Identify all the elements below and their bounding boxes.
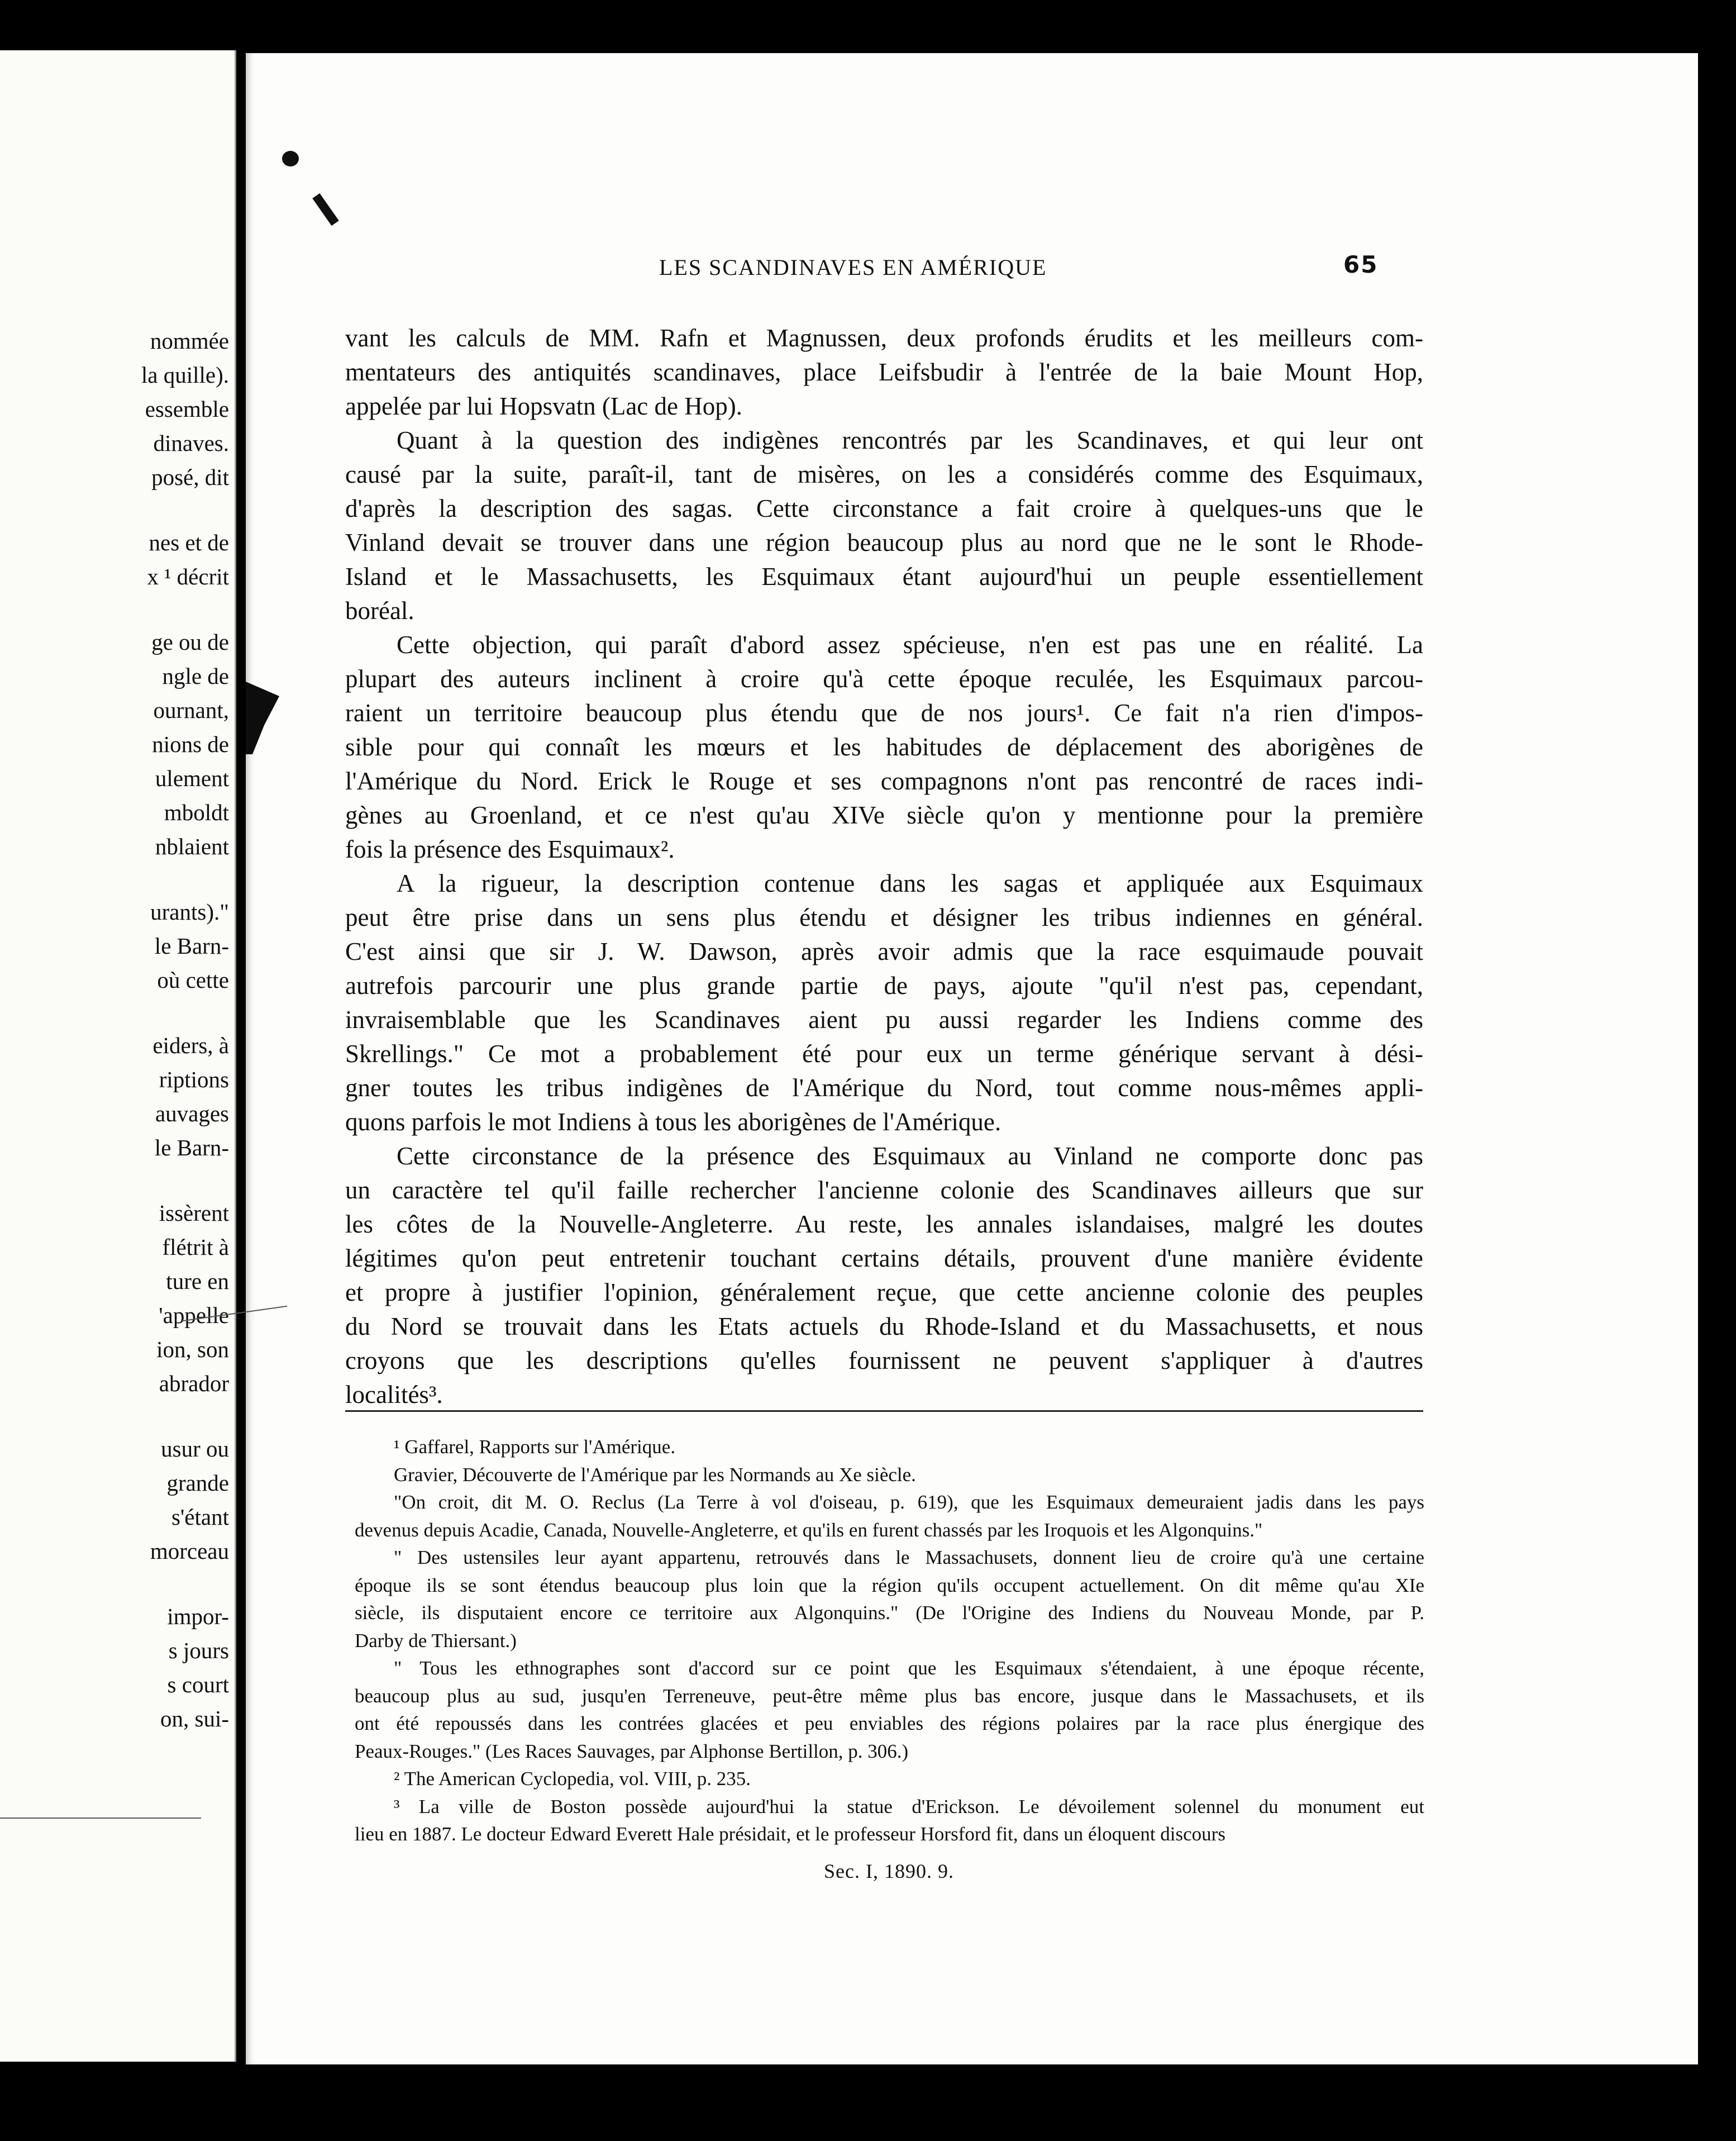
footnote-line: ² The American Cyclopedia, vol. VIII, p. 235. [394,1768,751,1790]
body-line: A la rigueur, la description contenue dans les sagas et appliquée aux Esquimaux [397,869,1423,897]
body-line: gènes au Groenland, et ce n'est qu'au XIVe siècle qu'on y mentionne pour la première [345,801,1423,829]
facing-page-line [0,1401,229,1432]
body-line: du Nord se trouvait dans les Etats actuels du Rhode-Island et du Massachusetts, et nous [345,1312,1423,1340]
body-line: plupart des auteurs inclinent à croire qu'à cette époque reculée, les Esquimaux parcou- [345,665,1423,693]
body-line: raient un territoire beaucoup plus étendu que de nos jours¹. Ce fait n'a rien d'impos- [345,699,1423,727]
body-line: appelée par lui Hopsvatn (Lac de Hop). [345,392,742,420]
facing-page-line: on, sui- [160,1706,229,1731]
facing-page-line [0,494,229,526]
body-line: croyons que les descriptions qu'elles fournissent ne peuvent s'appliquer à d'autres [345,1347,1423,1374]
body-line: légitimes qu'on peut entretenir touchant certains détails, prouvent d'une manière évidente [345,1244,1423,1272]
facing-page-line [0,594,229,625]
facing-page-line: mboldt [164,800,229,825]
facing-page-line: ngle de [162,663,229,689]
footnote-line: époque ils se sont étendus beaucoup plus loin que la région qu'ils occupent actuellement. On dit même qu'au XIe [355,1574,1424,1596]
footnote-line: siècle, ils disputaient encore ce territoire aux Algonquins." (De l'Origine des Indiens du Nouveau Monde, par P. [355,1602,1424,1624]
body-line: quons parfois le mot Indiens à tous les aborigènes de l'Amérique. [345,1108,1001,1136]
facing-page-line: urants)." [150,899,229,925]
facing-page-line [0,1568,229,1600]
body-line: causé par la suite, paraît-il, tant de misères, on les a considérés comme des Esquimaux, [345,460,1423,488]
facing-page-footnote-rule [0,1818,201,1819]
facing-page-line: le Barn- [154,1135,229,1160]
body-line: l'Amérique du Nord. Erick le Rouge et ses compagnons n'ont pas rencontré de races indi- [345,767,1423,795]
footnote-line: ³ La ville de Boston possède aujourd'hui la statue d'Erickson. Le dévoilement solennel du monument eut [394,1795,1424,1818]
footnote-line: ont été repoussés dans les contrées glacées et peu enviables des régions polaires par la race plus énergique des [355,1712,1424,1734]
facing-page-line [0,997,229,1029]
body-line: sible pour qui connaît les mœurs et les habitudes de déplacement des aborigènes de [345,733,1423,761]
facing-page-line: posé, dit [151,464,229,490]
running-head-title: LES SCANDINAVES EN AMÉRIQUE [659,255,1047,280]
body-line: boréal. [345,597,414,625]
body-line: invraisemblable que les Scandinaves aient pu aussi regarder les Indiens comme des [345,1006,1423,1034]
footnote-line: " Tous les ethnographes sont d'accord sur ce point que les Esquimaux s'étendaient, à une époque récente, [394,1657,1424,1679]
facing-page-text [0,324,229,1736]
facing-page-line: nes et de [149,530,229,555]
facing-page-line: dinaves. [153,430,229,456]
footnote-line: devenus depuis Acadie, Canada, Nouvelle-Angleterre, et qu'ils en furent chassés par les Iroquois et les Algonquins." [355,1519,1263,1541]
body-line: localités³. [345,1381,443,1409]
footnote-line: ¹ Gaffarel, Rapports sur l'Amérique. [394,1436,676,1458]
footnote-line: "On croit, dit M. O. Reclus (La Terre à vol d'oiseau, p. 619), que les Esquimaux demeuraient jadis dans les pays [394,1491,1424,1513]
body-line: peut être prise dans un sens plus étendu et désigner les tribus indiennes en général. [345,903,1423,931]
body-line: Vinland devait se trouver dans une région beaucoup plus au nord que ne le sont le Rhode- [345,529,1423,556]
body-line: mentateurs des antiquités scandinaves, place Leifsbudir à l'entrée de la baie Mount Hop, [345,358,1423,386]
footnote-line: Peaux-Rouges." (Les Races Sauvages, par Alphonse Bertillon, p. 306.) [355,1740,909,1762]
facing-page-line [0,1165,229,1196]
facing-page [0,50,236,2062]
facing-page-line: ture en [166,1268,229,1294]
facing-page-line: x ¹ décrit [147,564,229,589]
ink-smudge [282,151,299,166]
body-line: Cette circonstance de la présence des Esquimaux au Vinland ne comporte donc pas [397,1142,1423,1170]
facing-page-line: où cette [157,967,229,993]
body-line: et propre à justifier l'opinion, généralement reçue, que cette ancienne colonie des peuples [345,1278,1423,1306]
body-line: Island et le Massachusetts, les Esquimaux étant aujourd'hui un peuple essentiellement [345,563,1423,591]
facing-page-line: usur ou [161,1436,229,1462]
facing-page-line: morceau [150,1538,229,1564]
facing-page-line: la quille). [141,362,229,388]
facing-page-line: grande [166,1470,229,1496]
facing-page-line: ulement [155,765,229,791]
body-line: fois la présence des Esquimaux². [345,835,675,863]
body-line: C'est ainsi que sir J. W. Dawson, après avoir admis que la race esquimaude pouvait [345,938,1423,965]
facing-page-line: le Barn- [154,933,229,959]
facing-page-line: nions de [152,731,229,757]
facing-page-line: ge ou de [151,629,229,655]
facing-page-line: nommée [150,328,229,354]
body-line: Cette objection, qui paraît d'abord assez spécieuse, n'en est pas une en réalité. La [397,631,1423,659]
facing-page-line: abrador [159,1371,229,1396]
body-line: vant les calculs de MM. Rafn et Magnussen, deux profonds érudits et les meilleurs com- [345,324,1423,352]
page-number: 65 [1343,251,1379,278]
body-line: d'après la description des sagas. Cette circonstance a fait croire à quelques-uns que le [345,494,1423,522]
facing-page-line: s'étant [171,1504,229,1530]
facing-page-line: ion, son [156,1336,229,1362]
footnote-rule [345,1410,1423,1412]
facing-page-line: nblaient [155,834,229,859]
facing-page-line: essemble [145,396,229,422]
printer-signature: Sec. I, 1890. 9. [824,1860,954,1882]
body-line: gner toutes les tribus indigènes de l'Amérique du Nord, tout comme nous-mêmes appli- [345,1074,1423,1102]
footnote-line: Darby de Thiersant.) [355,1629,517,1652]
footnotes [355,1433,1424,1848]
footnote-line: beaucoup plus au sud, jusqu'en Terreneuve, peut-être même plus bas encore, jusque dans le Massachusets, et ils [355,1685,1424,1707]
body-line: autrefois parcourir une plus grande partie de pays, ajoute "qu'il n'est pas, cependant, [345,972,1423,1000]
facing-page-line: auvages [155,1101,229,1126]
footnote-line: Gravier, Découverte de l'Amérique par les Normands au Xe siècle. [394,1463,916,1486]
body-line: les côtes de la Nouvelle-Angleterre. Au reste, les annales islandaises, malgré les doutes [345,1210,1423,1238]
facing-page-line [0,864,229,895]
body-line: Skrellings." Ce mot a probablement été pour eux un terme générique servant à dési- [345,1040,1423,1068]
facing-page-line: s jours [168,1638,229,1663]
facing-page-line: impor- [167,1604,229,1629]
body-line: Quant à la question des indigènes rencontrés par les Scandinaves, et qui leur ont [397,426,1423,454]
facing-page-line: issèrent [159,1200,229,1226]
body-text [345,321,1423,1412]
facing-page-line: 'appelle [159,1302,229,1328]
facing-page-line: s court [167,1672,229,1697]
facing-page-line: ournant, [153,697,229,723]
facing-page-line: flétrit à [162,1234,229,1260]
body-line: un caractère tel qu'il faille rechercher l'ancienne colonie des Scandinaves ailleurs que sur [345,1176,1423,1204]
footnote-line: lieu en 1887. Le docteur Edward Everett Hale présidait, et le professeur Horsford fit, dans un éloquent discours [355,1823,1225,1845]
footnote-line: " Des ustensiles leur ayant appartenu, retrouvés dans le Massachusets, donnent lieu de croire qu'à une certaine [394,1547,1424,1568]
facing-page-line: eiders, à [152,1033,229,1058]
facing-page-line: riptions [159,1067,229,1092]
